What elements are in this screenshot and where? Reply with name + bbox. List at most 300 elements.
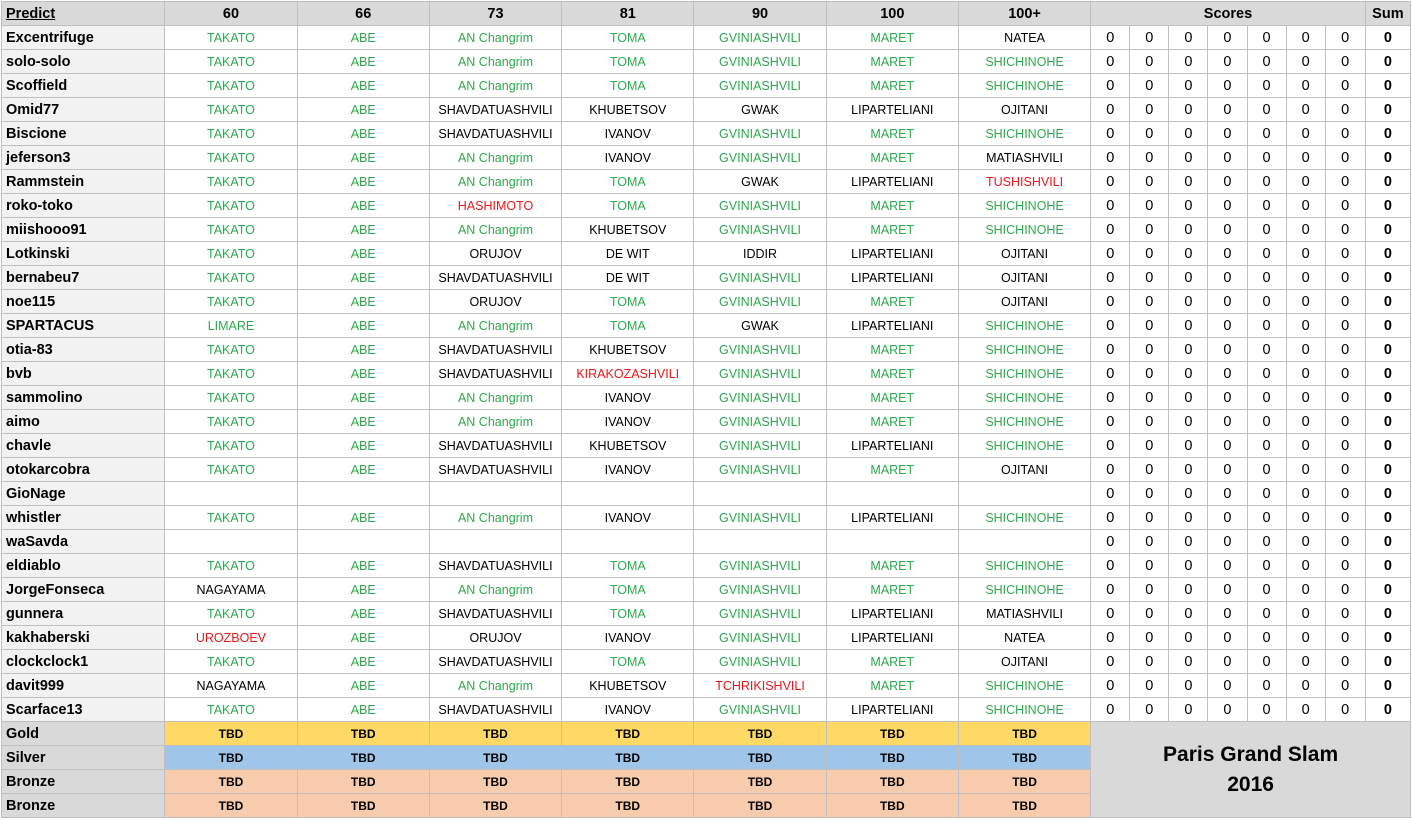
- prediction-cell: [562, 530, 694, 554]
- prediction-cell: ORUJOV: [429, 626, 561, 650]
- prediction-cell: ABE: [297, 290, 429, 314]
- prediction-cell: IVANOV: [562, 506, 694, 530]
- prediction-cell: NAGAYAMA: [165, 674, 297, 698]
- prediction-cell: ABE: [297, 674, 429, 698]
- player-name: waSavda: [2, 530, 165, 554]
- score-cell: 0: [1130, 602, 1169, 626]
- score-cell: 0: [1091, 674, 1130, 698]
- prediction-cell: GVINIASHVILI: [694, 434, 826, 458]
- score-cell: 0: [1208, 98, 1247, 122]
- score-cell: 0: [1247, 338, 1286, 362]
- prediction-cell: OJITANI: [958, 458, 1090, 482]
- score-cell: 0: [1091, 146, 1130, 170]
- score-cell: 0: [1286, 674, 1325, 698]
- table-row: [2, 338, 1411, 362]
- prediction-cell: TAKATO: [165, 554, 297, 578]
- medal-label: Silver: [2, 746, 165, 770]
- score-cell: 0: [1325, 26, 1365, 50]
- score-cell: 0: [1247, 146, 1286, 170]
- score-cell: 0: [1325, 74, 1365, 98]
- player-name: gunnera: [2, 602, 165, 626]
- prediction-cell: MARET: [826, 338, 958, 362]
- score-cell: 0: [1247, 170, 1286, 194]
- prediction-cell: TAKATO: [165, 698, 297, 722]
- sum-cell: 0: [1365, 698, 1410, 722]
- medal-label: Bronze: [2, 794, 165, 818]
- score-cell: 0: [1130, 506, 1169, 530]
- score-cell: 0: [1130, 122, 1169, 146]
- score-cell: 0: [1130, 194, 1169, 218]
- prediction-cell: ABE: [297, 578, 429, 602]
- table-row: [2, 194, 1411, 218]
- score-cell: 0: [1091, 122, 1130, 146]
- prediction-cell: LIMARE: [165, 314, 297, 338]
- sum-cell: 0: [1365, 50, 1410, 74]
- prediction-cell: [297, 530, 429, 554]
- score-cell: 0: [1325, 434, 1365, 458]
- prediction-cell: GVINIASHVILI: [694, 458, 826, 482]
- score-cell: 0: [1091, 50, 1130, 74]
- medal-result-cell: TBD: [429, 770, 561, 794]
- score-cell: 0: [1325, 338, 1365, 362]
- score-cell: 0: [1286, 74, 1325, 98]
- score-cell: 0: [1325, 386, 1365, 410]
- prediction-cell: TAKATO: [165, 218, 297, 242]
- table-row: [2, 170, 1411, 194]
- prediction-cell: MARET: [826, 26, 958, 50]
- score-cell: 0: [1286, 458, 1325, 482]
- player-name: davit999: [2, 674, 165, 698]
- medal-result-cell: TBD: [826, 794, 958, 818]
- score-cell: 0: [1208, 506, 1247, 530]
- prediction-cell: GVINIASHVILI: [694, 74, 826, 98]
- prediction-cell: KHUBETSOV: [562, 434, 694, 458]
- prediction-cell: ABE: [297, 74, 429, 98]
- prediction-cell: GVINIASHVILI: [694, 266, 826, 290]
- prediction-cell: [297, 482, 429, 506]
- score-cell: 0: [1169, 242, 1208, 266]
- score-cell: 0: [1247, 578, 1286, 602]
- score-cell: 0: [1091, 626, 1130, 650]
- score-cell: 0: [1247, 386, 1286, 410]
- prediction-cell: MARET: [826, 410, 958, 434]
- score-cell: 0: [1247, 530, 1286, 554]
- prediction-cell: GVINIASHVILI: [694, 26, 826, 50]
- prediction-cell: MARET: [826, 290, 958, 314]
- prediction-cell: [826, 482, 958, 506]
- prediction-cell: MARET: [826, 74, 958, 98]
- player-name: bernabeu7: [2, 266, 165, 290]
- prediction-cell: SHAVDATUASHVILI: [429, 458, 561, 482]
- prediction-cell: GVINIASHVILI: [694, 410, 826, 434]
- prediction-cell: ABE: [297, 266, 429, 290]
- player-name: bvb: [2, 362, 165, 386]
- prediction-cell: GWAK: [694, 98, 826, 122]
- score-cell: 0: [1247, 554, 1286, 578]
- predict-header: Predict: [2, 2, 165, 26]
- medal-result-cell: TBD: [826, 722, 958, 746]
- prediction-cell: TAKATO: [165, 242, 297, 266]
- medal-label: Bronze: [2, 770, 165, 794]
- prediction-cell: NAGAYAMA: [165, 578, 297, 602]
- scores-header: Scores: [1091, 2, 1366, 26]
- table-row: [2, 578, 1411, 602]
- score-cell: 0: [1169, 146, 1208, 170]
- prediction-cell: SHAVDATUASHVILI: [429, 650, 561, 674]
- prediction-cell: SHAVDATUASHVILI: [429, 602, 561, 626]
- score-cell: 0: [1130, 146, 1169, 170]
- player-name: otia-83: [2, 338, 165, 362]
- sum-cell: 0: [1365, 194, 1410, 218]
- medal-result-cell: TBD: [958, 746, 1090, 770]
- player-name: noe115: [2, 290, 165, 314]
- table-row: [2, 410, 1411, 434]
- prediction-cell: [958, 530, 1090, 554]
- prediction-cell: OJITANI: [958, 650, 1090, 674]
- prediction-cell: TOMA: [562, 170, 694, 194]
- prediction-cell: ABE: [297, 458, 429, 482]
- medal-result-cell: TBD: [958, 770, 1090, 794]
- score-cell: 0: [1169, 26, 1208, 50]
- score-cell: 0: [1325, 482, 1365, 506]
- score-cell: 0: [1247, 362, 1286, 386]
- prediction-cell: [165, 482, 297, 506]
- medal-result-cell: TBD: [297, 746, 429, 770]
- prediction-cell: KHUBETSOV: [562, 218, 694, 242]
- score-cell: 0: [1130, 578, 1169, 602]
- score-cell: 0: [1130, 74, 1169, 98]
- sum-cell: 0: [1365, 290, 1410, 314]
- medal-result-cell: TBD: [694, 794, 826, 818]
- score-cell: 0: [1325, 218, 1365, 242]
- prediction-cell: KHUBETSOV: [562, 338, 694, 362]
- score-cell: 0: [1286, 314, 1325, 338]
- score-cell: 0: [1169, 338, 1208, 362]
- prediction-cell: AN Changrim: [429, 410, 561, 434]
- prediction-cell: ABE: [297, 626, 429, 650]
- player-name: clockclock1: [2, 650, 165, 674]
- score-cell: 0: [1169, 506, 1208, 530]
- prediction-cell: LIPARTELIANI: [826, 602, 958, 626]
- prediction-cell: SHAVDATUASHVILI: [429, 98, 561, 122]
- score-cell: 0: [1325, 98, 1365, 122]
- score-cell: 0: [1286, 170, 1325, 194]
- score-cell: 0: [1208, 74, 1247, 98]
- event-year: 2016: [1227, 772, 1274, 796]
- player-name: Excentrifuge: [2, 26, 165, 50]
- score-cell: 0: [1208, 626, 1247, 650]
- player-name: Omid77: [2, 98, 165, 122]
- sum-cell: 0: [1365, 170, 1410, 194]
- prediction-cell: GVINIASHVILI: [694, 122, 826, 146]
- prediction-cell: ABE: [297, 194, 429, 218]
- score-cell: 0: [1325, 170, 1365, 194]
- score-cell: 0: [1286, 386, 1325, 410]
- score-cell: 0: [1325, 50, 1365, 74]
- table-row: [2, 122, 1411, 146]
- player-name: GioNage: [2, 482, 165, 506]
- prediction-cell: AN Changrim: [429, 506, 561, 530]
- prediction-cell: ORUJOV: [429, 242, 561, 266]
- score-cell: 0: [1130, 266, 1169, 290]
- score-cell: 0: [1208, 146, 1247, 170]
- prediction-cell: OJITANI: [958, 242, 1090, 266]
- score-cell: 0: [1208, 554, 1247, 578]
- prediction-cell: KHUBETSOV: [562, 674, 694, 698]
- score-cell: 0: [1247, 410, 1286, 434]
- prediction-cell: TOMA: [562, 314, 694, 338]
- prediction-cell: SHAVDATUASHVILI: [429, 554, 561, 578]
- sum-cell: 0: [1365, 530, 1410, 554]
- prediction-cell: [694, 482, 826, 506]
- score-cell: 0: [1169, 530, 1208, 554]
- prediction-cell: TAKATO: [165, 98, 297, 122]
- score-cell: 0: [1325, 674, 1365, 698]
- prediction-cell: [429, 530, 561, 554]
- prediction-cell: TOMA: [562, 650, 694, 674]
- score-cell: 0: [1208, 266, 1247, 290]
- player-name: Scarface13: [2, 698, 165, 722]
- prediction-cell: SHAVDATUASHVILI: [429, 698, 561, 722]
- prediction-cell: LIPARTELIANI: [826, 98, 958, 122]
- prediction-cell: ABE: [297, 218, 429, 242]
- player-name: jeferson3: [2, 146, 165, 170]
- score-cell: 0: [1286, 50, 1325, 74]
- prediction-cell: SHICHINOHE: [958, 386, 1090, 410]
- score-cell: 0: [1325, 602, 1365, 626]
- prediction-cell: SHICHINOHE: [958, 218, 1090, 242]
- prediction-cell: LIPARTELIANI: [826, 506, 958, 530]
- prediction-cell: TAKATO: [165, 434, 297, 458]
- prediction-cell: TAKATO: [165, 74, 297, 98]
- prediction-cell: GVINIASHVILI: [694, 602, 826, 626]
- prediction-cell: TAKATO: [165, 650, 297, 674]
- prediction-cell: DE WIT: [562, 242, 694, 266]
- score-cell: 0: [1208, 674, 1247, 698]
- score-cell: 0: [1130, 314, 1169, 338]
- medal-result-cell: TBD: [562, 794, 694, 818]
- score-cell: 0: [1169, 74, 1208, 98]
- score-cell: 0: [1091, 506, 1130, 530]
- score-cell: 0: [1247, 506, 1286, 530]
- prediction-cell: SHICHINOHE: [958, 74, 1090, 98]
- table-row: [2, 458, 1411, 482]
- prediction-cell: LIPARTELIANI: [826, 626, 958, 650]
- prediction-cell: MARET: [826, 146, 958, 170]
- prediction-cell: SHICHINOHE: [958, 674, 1090, 698]
- medal-result-cell: TBD: [694, 770, 826, 794]
- sum-cell: 0: [1365, 602, 1410, 626]
- score-cell: 0: [1130, 338, 1169, 362]
- score-cell: 0: [1247, 266, 1286, 290]
- score-cell: 0: [1169, 98, 1208, 122]
- score-cell: 0: [1169, 626, 1208, 650]
- score-cell: 0: [1169, 434, 1208, 458]
- prediction-cell: MARET: [826, 50, 958, 74]
- score-cell: 0: [1169, 674, 1208, 698]
- prediction-cell: GVINIASHVILI: [694, 362, 826, 386]
- table-row: [2, 554, 1411, 578]
- score-cell: 0: [1208, 434, 1247, 458]
- prediction-cell: TOMA: [562, 602, 694, 626]
- score-cell: 0: [1286, 194, 1325, 218]
- score-cell: 0: [1247, 290, 1286, 314]
- medal-result-cell: TBD: [297, 770, 429, 794]
- table-row: [2, 650, 1411, 674]
- score-cell: 0: [1091, 650, 1130, 674]
- sum-cell: 0: [1365, 362, 1410, 386]
- score-cell: 0: [1091, 578, 1130, 602]
- player-name: solo-solo: [2, 50, 165, 74]
- medal-result-cell: TBD: [958, 722, 1090, 746]
- prediction-cell: ABE: [297, 650, 429, 674]
- score-cell: 0: [1130, 242, 1169, 266]
- score-cell: 0: [1130, 458, 1169, 482]
- prediction-cell: SHICHINOHE: [958, 362, 1090, 386]
- prediction-cell: [694, 530, 826, 554]
- score-cell: 0: [1208, 362, 1247, 386]
- score-cell: 0: [1169, 194, 1208, 218]
- score-cell: 0: [1286, 242, 1325, 266]
- score-cell: 0: [1325, 458, 1365, 482]
- medal-result-cell: TBD: [826, 770, 958, 794]
- score-cell: 0: [1286, 506, 1325, 530]
- prediction-cell: GVINIASHVILI: [694, 554, 826, 578]
- medal-result-cell: TBD: [694, 746, 826, 770]
- player-name: otokarcobra: [2, 458, 165, 482]
- score-cell: 0: [1208, 194, 1247, 218]
- prediction-cell: TAKATO: [165, 410, 297, 434]
- prediction-cell: SHICHINOHE: [958, 434, 1090, 458]
- score-cell: 0: [1208, 698, 1247, 722]
- score-cell: 0: [1091, 458, 1130, 482]
- prediction-cell: [826, 530, 958, 554]
- score-cell: 0: [1130, 170, 1169, 194]
- prediction-cell: SHICHINOHE: [958, 506, 1090, 530]
- prediction-cell: TUSHISHVILI: [958, 170, 1090, 194]
- score-cell: 0: [1091, 74, 1130, 98]
- prediction-cell: SHICHINOHE: [958, 194, 1090, 218]
- medal-result-cell: TBD: [562, 770, 694, 794]
- prediction-cell: NATEA: [958, 26, 1090, 50]
- sum-cell: 0: [1365, 386, 1410, 410]
- table-row: [2, 146, 1411, 170]
- prediction-cell: MARET: [826, 194, 958, 218]
- prediction-cell: MARET: [826, 458, 958, 482]
- score-cell: 0: [1286, 338, 1325, 362]
- medal-result-cell: TBD: [694, 722, 826, 746]
- score-cell: 0: [1208, 578, 1247, 602]
- prediction-cell: SHICHINOHE: [958, 50, 1090, 74]
- player-name: chavle: [2, 434, 165, 458]
- score-cell: 0: [1325, 506, 1365, 530]
- score-cell: 0: [1091, 170, 1130, 194]
- prediction-cell: SHAVDATUASHVILI: [429, 362, 561, 386]
- table-row: [2, 314, 1411, 338]
- prediction-cell: GVINIASHVILI: [694, 386, 826, 410]
- sum-cell: 0: [1365, 482, 1410, 506]
- prediction-cell: ABE: [297, 362, 429, 386]
- score-cell: 0: [1169, 290, 1208, 314]
- medal-result-cell: TBD: [165, 770, 297, 794]
- prediction-cell: ABE: [297, 314, 429, 338]
- prediction-cell: GVINIASHVILI: [694, 506, 826, 530]
- prediction-cell: MATIASHVILI: [958, 602, 1090, 626]
- sum-cell: 0: [1365, 626, 1410, 650]
- score-cell: 0: [1130, 98, 1169, 122]
- score-cell: 0: [1208, 26, 1247, 50]
- table-row: [2, 698, 1411, 722]
- prediction-cell: GVINIASHVILI: [694, 650, 826, 674]
- sum-cell: 0: [1365, 146, 1410, 170]
- prediction-cell: TAKATO: [165, 194, 297, 218]
- prediction-cell: LIPARTELIANI: [826, 314, 958, 338]
- score-cell: 0: [1130, 554, 1169, 578]
- score-cell: 0: [1325, 122, 1365, 146]
- prediction-cell: SHICHINOHE: [958, 122, 1090, 146]
- sum-cell: 0: [1365, 266, 1410, 290]
- score-cell: 0: [1247, 626, 1286, 650]
- table-row: [2, 218, 1411, 242]
- prediction-cell: TAKATO: [165, 170, 297, 194]
- event-name: Paris Grand Slam: [1163, 742, 1339, 766]
- category-header: 100+: [958, 2, 1090, 26]
- score-cell: 0: [1286, 434, 1325, 458]
- score-cell: 0: [1208, 122, 1247, 146]
- medal-result-cell: TBD: [958, 794, 1090, 818]
- category-header: 66: [297, 2, 429, 26]
- sum-cell: 0: [1365, 674, 1410, 698]
- prediction-cell: GVINIASHVILI: [694, 290, 826, 314]
- score-cell: 0: [1208, 458, 1247, 482]
- score-cell: 0: [1208, 290, 1247, 314]
- score-cell: 0: [1130, 434, 1169, 458]
- prediction-cell: AN Changrim: [429, 74, 561, 98]
- score-cell: 0: [1208, 170, 1247, 194]
- prediction-cell: GVINIASHVILI: [694, 578, 826, 602]
- score-cell: 0: [1286, 290, 1325, 314]
- medal-result-cell: TBD: [429, 746, 561, 770]
- score-cell: 0: [1130, 698, 1169, 722]
- score-cell: 0: [1091, 362, 1130, 386]
- prediction-cell: TAKATO: [165, 122, 297, 146]
- medal-result-cell: TBD: [297, 722, 429, 746]
- score-cell: 0: [1247, 50, 1286, 74]
- prediction-cell: ORUJOV: [429, 290, 561, 314]
- predictions-table: [1, 1, 1411, 818]
- prediction-cell: TAKATO: [165, 50, 297, 74]
- score-cell: 0: [1247, 698, 1286, 722]
- sum-cell: 0: [1365, 314, 1410, 338]
- score-cell: 0: [1286, 146, 1325, 170]
- score-cell: 0: [1169, 554, 1208, 578]
- score-cell: 0: [1325, 626, 1365, 650]
- score-cell: 0: [1325, 554, 1365, 578]
- table-row: [2, 74, 1411, 98]
- score-cell: 0: [1169, 314, 1208, 338]
- sum-cell: 0: [1365, 578, 1410, 602]
- table-row: [2, 506, 1411, 530]
- prediction-cell: TAKATO: [165, 290, 297, 314]
- prediction-cell: MARET: [826, 650, 958, 674]
- score-cell: 0: [1091, 698, 1130, 722]
- table-row: [2, 362, 1411, 386]
- score-cell: 0: [1208, 482, 1247, 506]
- prediction-cell: LIPARTELIANI: [826, 266, 958, 290]
- prediction-cell: MARET: [826, 578, 958, 602]
- prediction-cell: GVINIASHVILI: [694, 146, 826, 170]
- score-cell: 0: [1247, 26, 1286, 50]
